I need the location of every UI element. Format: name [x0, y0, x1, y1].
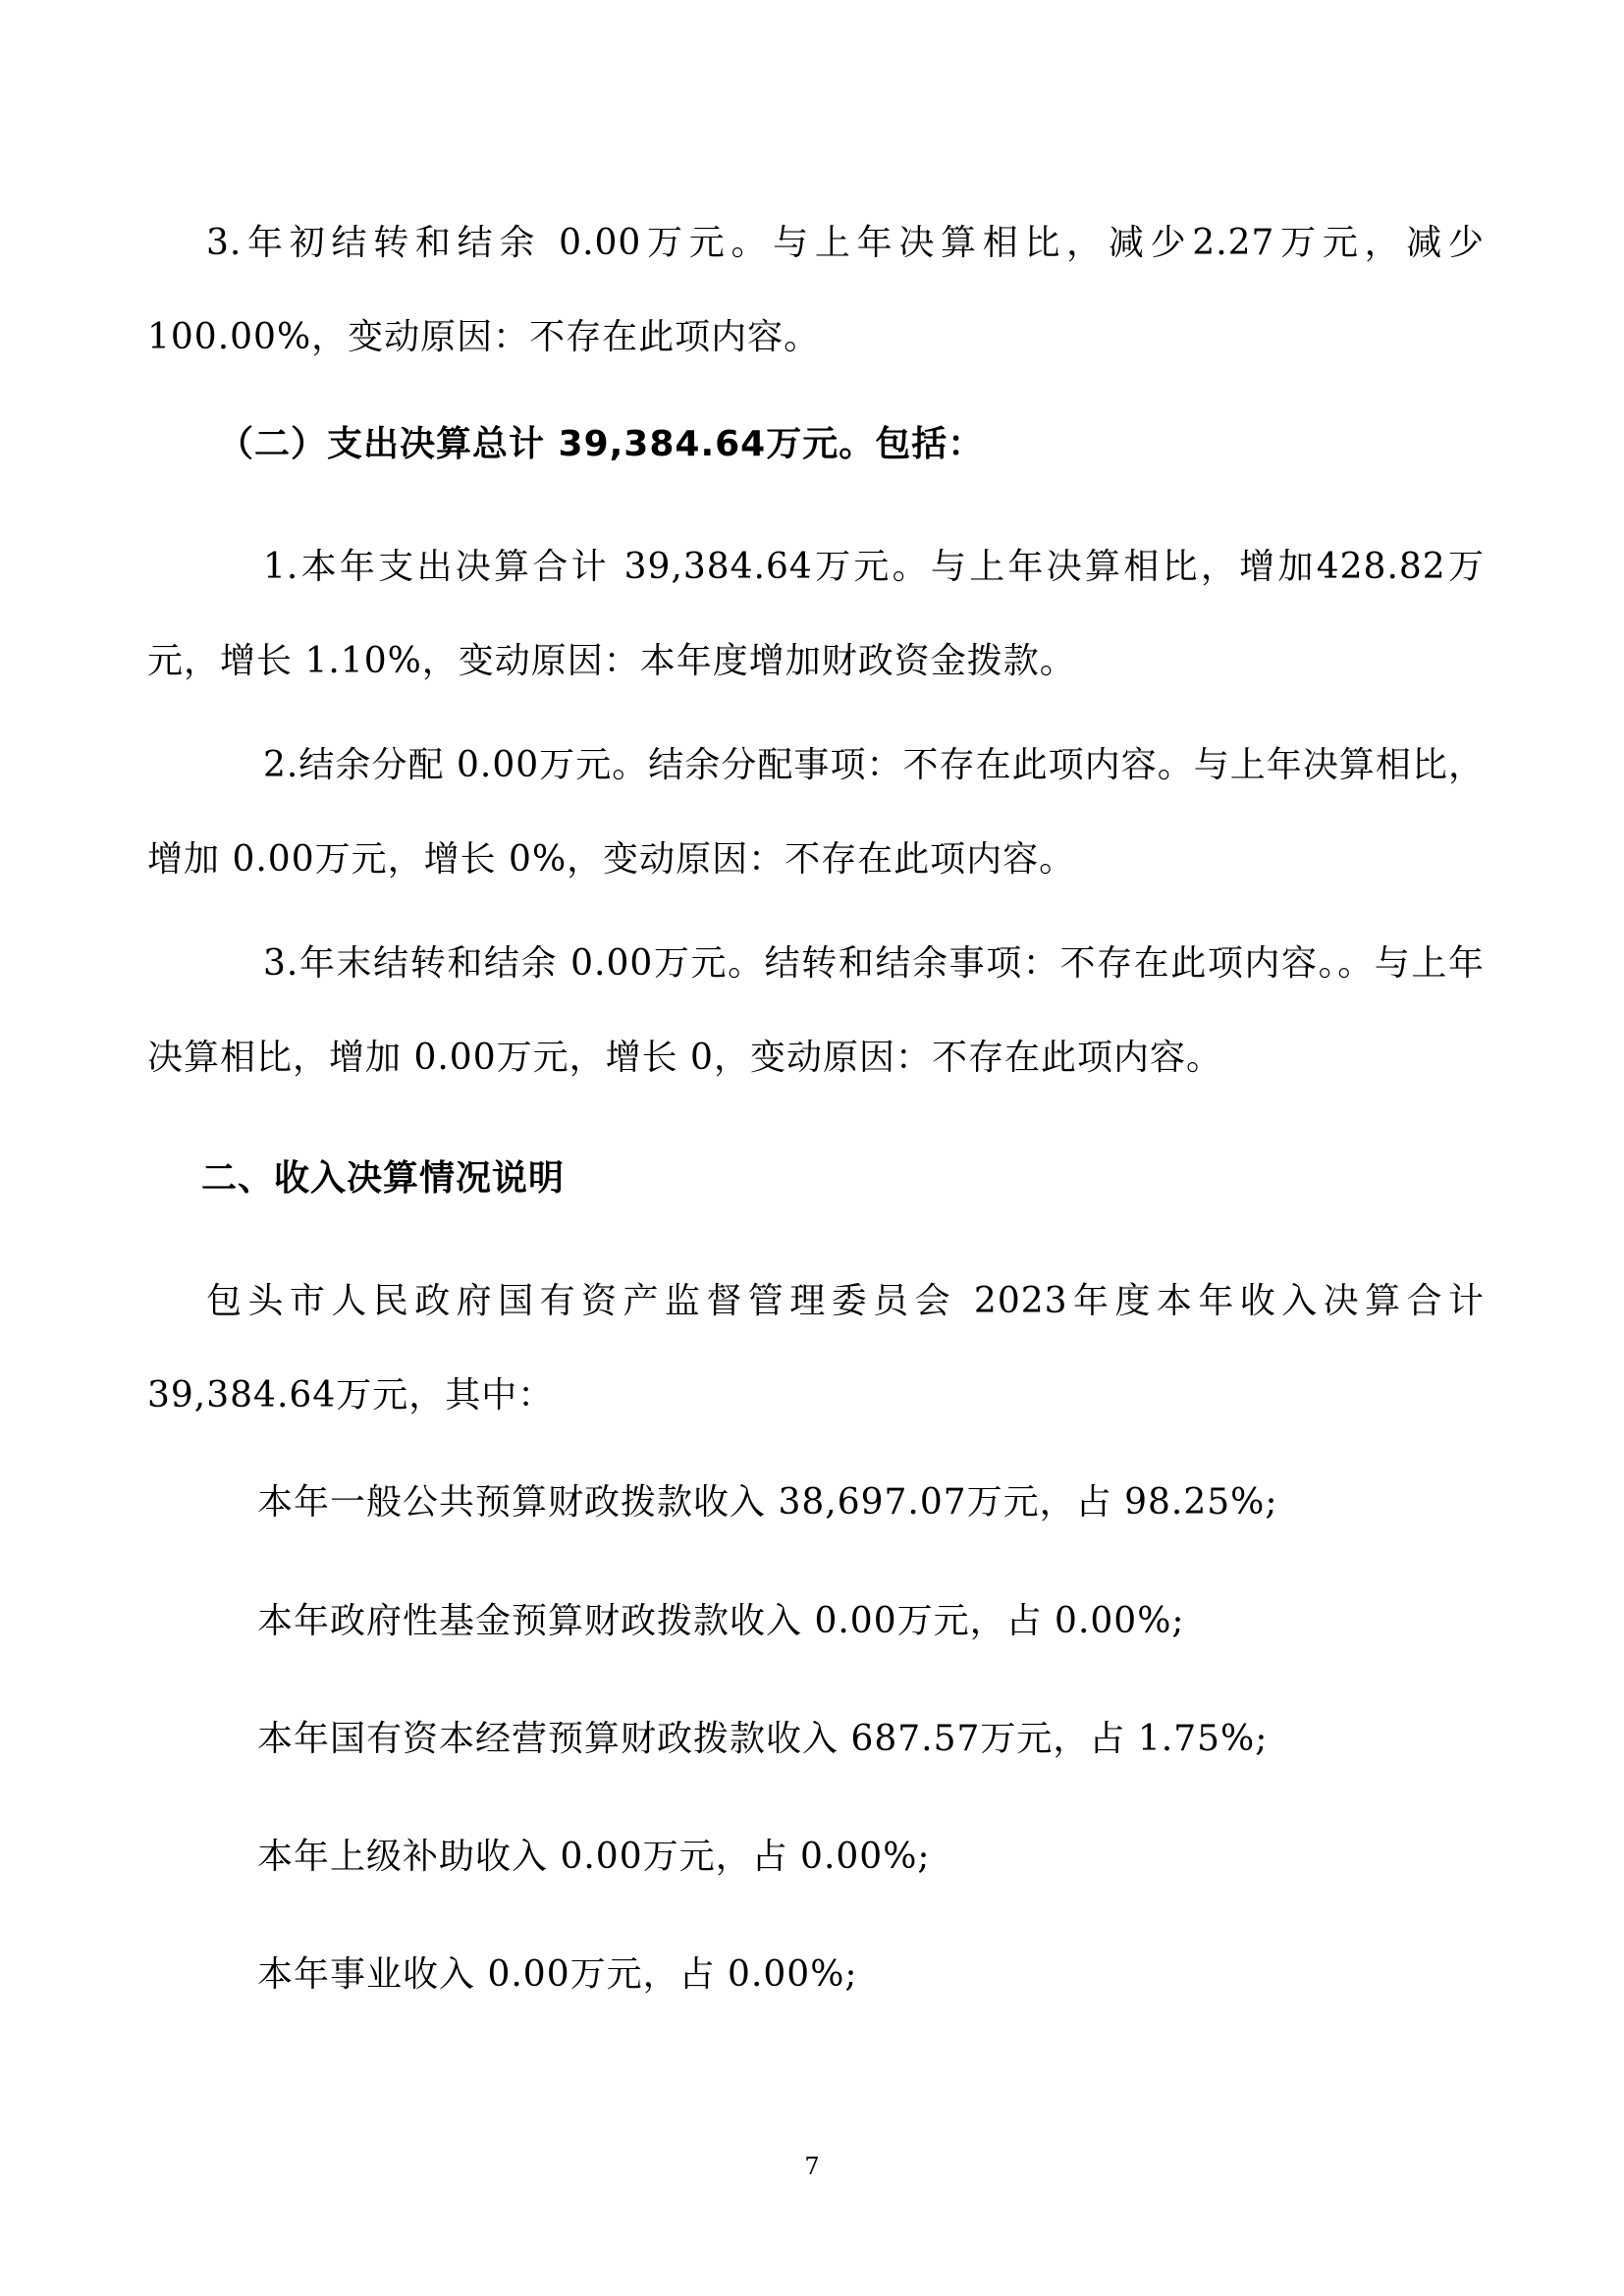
income-item-business-income: 本年事业收入 0.00万元，占 0.00%; — [257, 1954, 858, 1995]
paragraph-expenditure-total: 1.本年支出决算合计 39,384.64万元。与上年决算相比，增加428.82万元，增长 1.10%，变动原因：本年度增加财政资金拨款。 — [147, 547, 1485, 681]
income-item-state-capital: 本年国有资本经营预算财政拨款收入 687.57万元，占 1.75%; — [257, 1719, 1269, 1759]
paragraph-income-summary: 包头市人民政府国有资产监督管理委员会 2023年度本年收入决算合计39,384.64万元，其中： — [147, 1281, 1485, 1415]
income-item-superior-subsidy: 本年上级补助收入 0.00万元，占 0.00%; — [257, 1837, 931, 1877]
page-number: 7 — [804, 2153, 820, 2180]
paragraph-surplus-distribution: 2.结余分配 0.00万元。结余分配事项：不存在此项内容。与上年决算相比，增加 0.00万元，增长 0%，变动原因：不存在此项内容。 — [147, 745, 1485, 880]
paragraph-carryover-end-of-year: 3.年末结转和结余 0.00万元。结转和结余事项：不存在此项内容。。与上年决算相比，增加 0.00万元，增长 0，变动原因：不存在此项内容。 — [147, 943, 1485, 1078]
section-heading-income: 二、收入决算情况说明 — [201, 1158, 566, 1199]
paragraph-carryover-start-of-year: 3.年初结转和结余 0.00万元。与上年决算相比，减少2.27万元，减少100.00%，变动原因：不存在此项内容。 — [147, 223, 1485, 357]
income-item-government-fund: 本年政府性基金预算财政拨款收入 0.00万元，占 0.00%; — [257, 1601, 1185, 1641]
section-heading-expenditure-total: （二）支出决算总计 39,384.64万元。包括： — [218, 424, 985, 464]
income-item-general-budget: 本年一般公共预算财政拨款收入 38,697.07万元，占 98.25%; — [257, 1482, 1278, 1522]
